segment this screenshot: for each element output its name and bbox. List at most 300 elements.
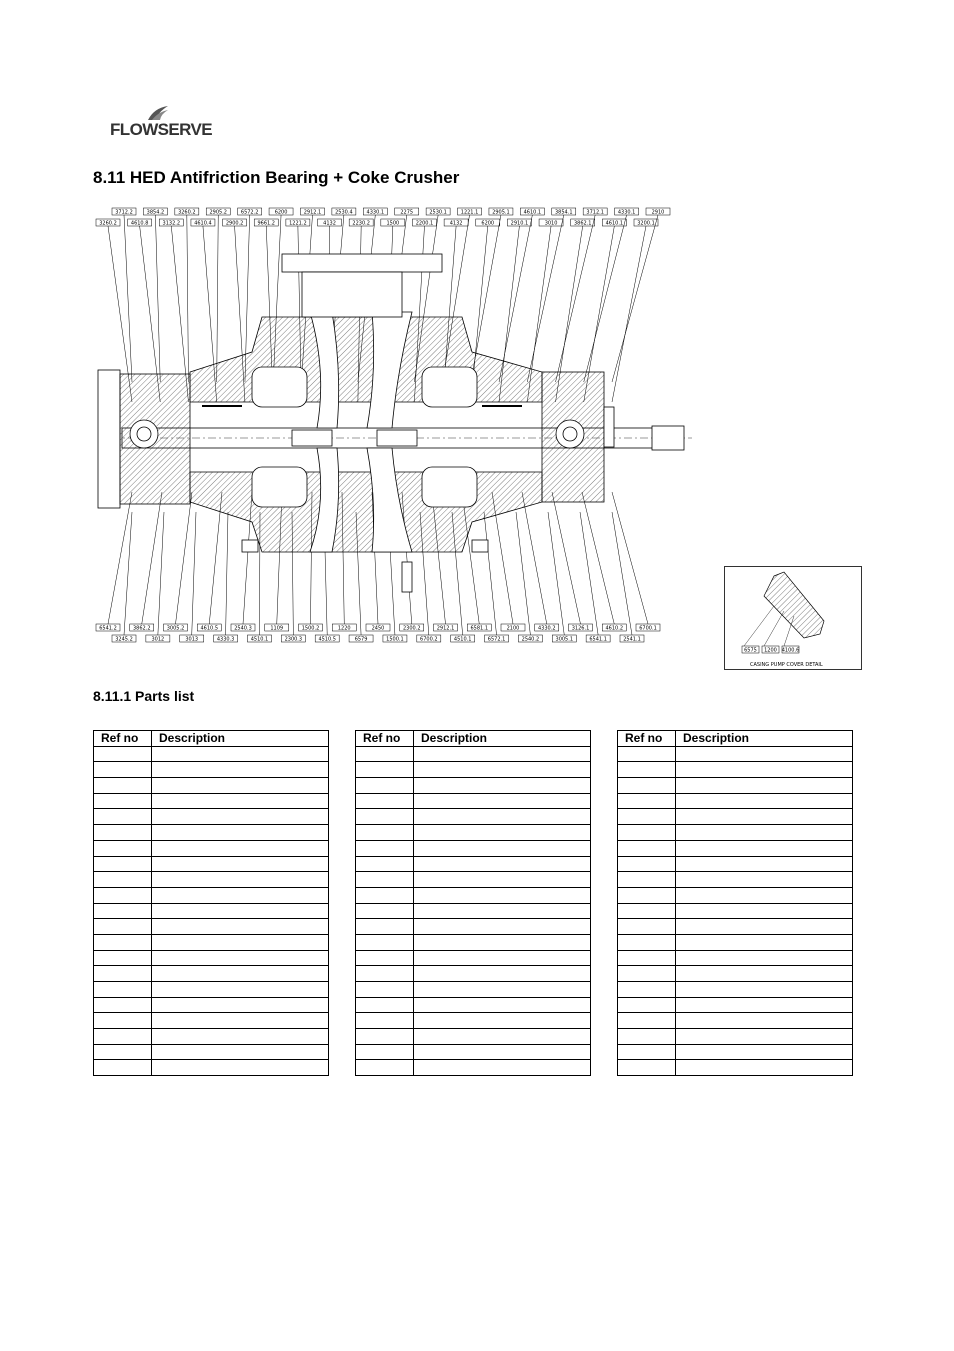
table-row [356, 762, 591, 778]
description-cell [676, 1044, 853, 1060]
leader-line [217, 215, 219, 382]
description-cell [414, 982, 591, 998]
callout-label: 4610.1 [523, 209, 542, 216]
ref-no-cell [356, 793, 414, 809]
top-callout-labels [96, 208, 670, 227]
ref-no-cell [618, 887, 676, 903]
description-cell [414, 793, 591, 809]
table-row [356, 825, 591, 841]
leader-line [124, 215, 132, 382]
parts-table-3 [617, 730, 853, 1076]
description-cell [676, 762, 853, 778]
callout-label: 3260.2 [178, 209, 196, 216]
callout-label: 2450 [371, 625, 385, 632]
ref-no-cell [356, 950, 414, 966]
ref-no-cell [618, 966, 676, 982]
description-cell [414, 840, 591, 856]
bottom-callout-labels [96, 624, 660, 643]
ref-no-cell [356, 825, 414, 841]
ref-no-cell [94, 809, 152, 825]
detail-caption: CASING PUMP COVER DETAIL [750, 662, 823, 668]
pump-body [98, 254, 692, 592]
ref-no-cell [356, 919, 414, 935]
callout-label: 1221.2 [289, 220, 307, 227]
ref-no-cell [356, 746, 414, 762]
ref-no-cell [356, 840, 414, 856]
ref-no-cell [618, 903, 676, 919]
description-cell [676, 934, 853, 950]
table-row [618, 762, 853, 778]
description-cell [414, 934, 591, 950]
description-cell [152, 966, 329, 982]
callout-label: 4510.1 [453, 636, 472, 643]
ref-no-cell [94, 840, 152, 856]
description-header: Description [152, 731, 329, 747]
ref-no-cell [356, 1060, 414, 1076]
description-cell [676, 809, 853, 825]
ref-no-cell [356, 809, 414, 825]
callout-label: 3862.1 [573, 220, 592, 227]
table-row [94, 950, 329, 966]
ref-no-cell [356, 1029, 414, 1045]
pump-cross-section-drawing [92, 202, 692, 652]
description-cell [152, 997, 329, 1013]
ref-no-cell [94, 1029, 152, 1045]
ref-no-cell [618, 746, 676, 762]
ref-no-cell [94, 1044, 152, 1060]
leader-line [527, 215, 563, 382]
casing-pump-cover-detail [724, 566, 862, 670]
callout-label: 2100 [506, 625, 520, 632]
description-cell [152, 1060, 329, 1076]
description-cell [152, 856, 329, 872]
callout-label: 2905.2 [209, 209, 227, 216]
description-cell [414, 887, 591, 903]
callout-label: 3260.2 [99, 220, 117, 227]
table-row [94, 1044, 329, 1060]
callout-label: 2300.3 [284, 636, 303, 643]
description-cell [676, 825, 853, 841]
table-row [356, 840, 591, 856]
description-cell [414, 950, 591, 966]
callout-label: 2275 [400, 209, 414, 216]
table-row [356, 919, 591, 935]
callout-label: 4132 [323, 220, 336, 227]
table-row [94, 934, 329, 950]
ref-no-cell [94, 934, 152, 950]
ref-no-cell [618, 1044, 676, 1060]
callout-label: 6581.1 [470, 625, 488, 632]
table-row [94, 762, 329, 778]
table-row [356, 950, 591, 966]
description-cell [152, 778, 329, 794]
leader-line [142, 492, 162, 624]
callout-label: 2912.1 [303, 209, 322, 216]
ref-no-cell [618, 793, 676, 809]
description-cell [152, 809, 329, 825]
ref-no-cell [94, 919, 152, 935]
description-cell [414, 809, 591, 825]
table-row [356, 997, 591, 1013]
callout-label: 2905.1 [492, 209, 510, 216]
ref-no-cell [618, 1013, 676, 1029]
table-row [94, 887, 329, 903]
table-row [356, 809, 591, 825]
ref-no-cell [356, 903, 414, 919]
subsection-title: 8.11.1 Parts list [93, 688, 195, 704]
leader-line [155, 215, 160, 382]
description-cell [676, 1029, 853, 1045]
callout-label: 1500.1 [386, 636, 404, 643]
table-row [94, 997, 329, 1013]
description-cell [152, 934, 329, 950]
table-row [618, 1013, 853, 1029]
ref-no-header: Ref no [94, 731, 152, 747]
callout-label: 3126.1 [571, 625, 590, 632]
leader-line [522, 492, 547, 624]
callout-label: 3862.2 [133, 625, 151, 632]
description-cell [414, 1044, 591, 1060]
callout-label: 2530.4 [335, 209, 353, 216]
description-cell [152, 762, 329, 778]
table-row [618, 887, 853, 903]
ref-no-cell [94, 1013, 152, 1029]
callout-label: 6700.1 [639, 625, 657, 632]
ref-no-cell [94, 950, 152, 966]
table-row [356, 778, 591, 794]
table-row [618, 1044, 853, 1060]
callout-label: 3132.2 [162, 220, 181, 227]
callout-label: 6700.2 [420, 636, 438, 643]
detail-callout-label: 1200 [764, 647, 777, 654]
ref-no-cell [356, 887, 414, 903]
callout-label: 1221.1 [460, 209, 479, 216]
table-row [94, 840, 329, 856]
description-cell [152, 919, 329, 935]
ref-no-cell [618, 856, 676, 872]
ref-no-cell [618, 778, 676, 794]
table-row [618, 903, 853, 919]
ref-no-cell [618, 919, 676, 935]
ref-no-cell [94, 982, 152, 998]
table-row [356, 793, 591, 809]
table-row [94, 982, 329, 998]
callout-label: 6200 [481, 220, 495, 227]
callout-label: 3013 [185, 636, 199, 643]
callout-label: 2230.2 [352, 220, 370, 227]
description-cell [676, 950, 853, 966]
table-row [356, 746, 591, 762]
ref-no-cell [618, 934, 676, 950]
callout-label: 2910 [651, 209, 665, 216]
description-cell [414, 919, 591, 935]
ref-no-cell [356, 762, 414, 778]
callout-label: 3200.1 [637, 220, 655, 227]
callout-label: 2541.1 [623, 636, 641, 643]
callout-label: 4330.1 [617, 209, 636, 216]
table-row [356, 872, 591, 888]
description-cell [414, 746, 591, 762]
callout-label: 4330.3 [216, 636, 235, 643]
description-cell [676, 872, 853, 888]
table-row [618, 778, 853, 794]
callout-label: 3712.2 [115, 209, 133, 216]
description-cell [676, 746, 853, 762]
leader-line [484, 512, 497, 635]
ref-no-header: Ref no [356, 731, 414, 747]
detail-callout-label: 4100.6 [781, 647, 800, 654]
callout-label: 4610.2 [605, 625, 623, 632]
ref-no-cell [356, 1044, 414, 1060]
ref-no-cell [618, 840, 676, 856]
table-row [356, 1060, 591, 1076]
description-cell [676, 793, 853, 809]
callout-label: 1500 [386, 220, 400, 227]
description-cell [414, 903, 591, 919]
table-row [94, 919, 329, 935]
table-row [94, 825, 329, 841]
table-row [618, 1060, 853, 1076]
table-row [618, 997, 853, 1013]
table-row [618, 919, 853, 935]
table-row [94, 1029, 329, 1045]
callout-label: 1500.2 [301, 625, 320, 632]
ref-no-cell [618, 982, 676, 998]
leader-line [612, 215, 658, 382]
description-cell [414, 1013, 591, 1029]
description-cell [414, 966, 591, 982]
callout-label: 6579 [354, 636, 368, 643]
leader-line [187, 215, 189, 382]
table-row [356, 966, 591, 982]
table-row [618, 934, 853, 950]
callout-label: 1109 [270, 625, 284, 632]
callout-label: 3005.1 [555, 636, 574, 643]
callout-label: 6541.2 [99, 625, 117, 632]
table-row [618, 1029, 853, 1045]
table-row [356, 934, 591, 950]
ref-no-cell [356, 1013, 414, 1029]
callout-label: 2200.1 [415, 220, 434, 227]
ref-no-cell [94, 997, 152, 1013]
description-cell [676, 840, 853, 856]
description-cell [152, 840, 329, 856]
ref-no-cell [618, 872, 676, 888]
ref-no-cell [618, 997, 676, 1013]
description-cell [152, 950, 329, 966]
callout-label: 6572.2 [240, 209, 259, 216]
description-cell [676, 1013, 853, 1029]
callout-label: 6541.1 [589, 636, 607, 643]
leader-line [556, 215, 596, 382]
table-row [94, 809, 329, 825]
table-row [94, 966, 329, 982]
table-row [94, 1060, 329, 1076]
table-header-row [356, 731, 591, 747]
description-cell [676, 903, 853, 919]
callout-label: 2540.2 [521, 636, 540, 643]
description-cell [676, 997, 853, 1013]
table-row [618, 950, 853, 966]
ref-no-cell [94, 1060, 152, 1076]
ref-no-cell [94, 966, 152, 982]
table-row [356, 903, 591, 919]
table-row [94, 1013, 329, 1029]
description-cell [152, 872, 329, 888]
callout-label: 4330.2 [538, 625, 556, 632]
ref-no-cell [94, 825, 152, 841]
callout-label: 4330.1 [366, 209, 385, 216]
table-row [618, 966, 853, 982]
callout-label: 6572.1 [487, 636, 506, 643]
callout-label: 2910.1 [510, 220, 529, 227]
leader-line [176, 492, 193, 624]
table-row [618, 872, 853, 888]
ref-no-cell [618, 825, 676, 841]
leader-line [108, 492, 132, 624]
ref-no-cell [356, 934, 414, 950]
ref-no-cell [94, 887, 152, 903]
description-cell [414, 856, 591, 872]
table-row [356, 1044, 591, 1060]
description-cell [676, 966, 853, 982]
callout-label: 4510.1 [250, 636, 269, 643]
ref-no-cell [356, 966, 414, 982]
leader-line [192, 512, 196, 635]
table-row [94, 778, 329, 794]
description-header: Description [676, 731, 853, 747]
callout-label: 2540.3 [234, 625, 252, 632]
description-cell [414, 997, 591, 1013]
table-row [618, 746, 853, 762]
description-cell [152, 903, 329, 919]
ref-no-cell [94, 778, 152, 794]
description-cell [414, 872, 591, 888]
callout-label: 3012 [151, 636, 165, 643]
table-row [356, 856, 591, 872]
callout-label: 1220 [337, 625, 351, 632]
callout-label: 2300.2 [403, 625, 421, 632]
callout-label: 3005.2 [166, 625, 185, 632]
table-row [356, 1013, 591, 1029]
leader-line [548, 512, 564, 635]
table-row [618, 982, 853, 998]
section-title: 8.11 HED Antifriction Bearing + Coke Crusher [93, 168, 460, 187]
callout-label: 4610.4 [194, 220, 212, 227]
table-row [618, 809, 853, 825]
description-cell [152, 825, 329, 841]
ref-no-cell [94, 872, 152, 888]
table-row [356, 887, 591, 903]
ref-no-cell [94, 793, 152, 809]
callout-label: 3854.1 [555, 209, 573, 216]
description-cell [676, 887, 853, 903]
callout-label: 3010 [544, 220, 558, 227]
description-cell [676, 919, 853, 935]
callout-label: 2912.1 [436, 625, 455, 632]
description-cell [152, 887, 329, 903]
description-cell [676, 1060, 853, 1076]
table-header-row [618, 731, 853, 747]
table-row [94, 793, 329, 809]
description-cell [414, 1029, 591, 1045]
leader-line [584, 215, 627, 382]
callout-label: 3712.1 [586, 209, 604, 216]
table-row [94, 856, 329, 872]
ref-no-cell [618, 762, 676, 778]
description-cell [152, 982, 329, 998]
ref-no-cell [618, 809, 676, 825]
parts-table-1 [93, 730, 329, 1076]
table-row [94, 872, 329, 888]
callout-label: 4610.5 [200, 625, 218, 632]
leader-line [580, 512, 598, 635]
description-cell [414, 1060, 591, 1076]
ref-no-cell [356, 997, 414, 1013]
ref-no-cell [94, 746, 152, 762]
flowserve-logo [110, 104, 220, 148]
ref-no-header: Ref no [618, 731, 676, 747]
table-row [94, 903, 329, 919]
detail-callout-label: 6575 [744, 647, 757, 654]
description-cell [414, 825, 591, 841]
leader-line [612, 512, 632, 635]
table-row [94, 746, 329, 762]
ref-no-cell [356, 872, 414, 888]
ref-no-cell [618, 950, 676, 966]
callout-label: 2900.2 [225, 220, 244, 227]
callout-label: 4610.8 [130, 220, 149, 227]
ref-no-cell [356, 856, 414, 872]
logo-text: FLOWSERVE [110, 120, 212, 139]
table-row [618, 825, 853, 841]
callout-label: 4132 [449, 220, 463, 227]
description-cell [152, 746, 329, 762]
leader-line [516, 512, 530, 635]
description-cell [414, 778, 591, 794]
leader-line [612, 492, 648, 624]
ref-no-cell [618, 1060, 676, 1076]
table-row [618, 793, 853, 809]
ref-no-cell [356, 778, 414, 794]
ref-no-cell [618, 1029, 676, 1045]
callout-label: 3245.2 [115, 636, 133, 643]
callout-label: 4510.5 [318, 636, 336, 643]
description-cell [414, 762, 591, 778]
callout-label: 4610.1 [605, 220, 624, 227]
callout-label: 2530.1 [429, 209, 447, 216]
ref-no-cell [94, 856, 152, 872]
description-cell [152, 793, 329, 809]
table-row [356, 982, 591, 998]
description-cell [152, 1044, 329, 1060]
description-cell [676, 982, 853, 998]
ref-no-cell [94, 762, 152, 778]
leader-line [158, 512, 164, 635]
ref-no-cell [94, 903, 152, 919]
table-row [618, 840, 853, 856]
leader-line [226, 512, 228, 635]
description-cell [152, 1029, 329, 1045]
leader-line [552, 492, 581, 624]
description-cell [676, 856, 853, 872]
table-row [618, 856, 853, 872]
callout-label: 6200 [274, 209, 288, 216]
ref-no-cell [356, 982, 414, 998]
callout-label: 9661.2 [257, 220, 275, 227]
description-cell [152, 1013, 329, 1029]
table-header-row [94, 731, 329, 747]
